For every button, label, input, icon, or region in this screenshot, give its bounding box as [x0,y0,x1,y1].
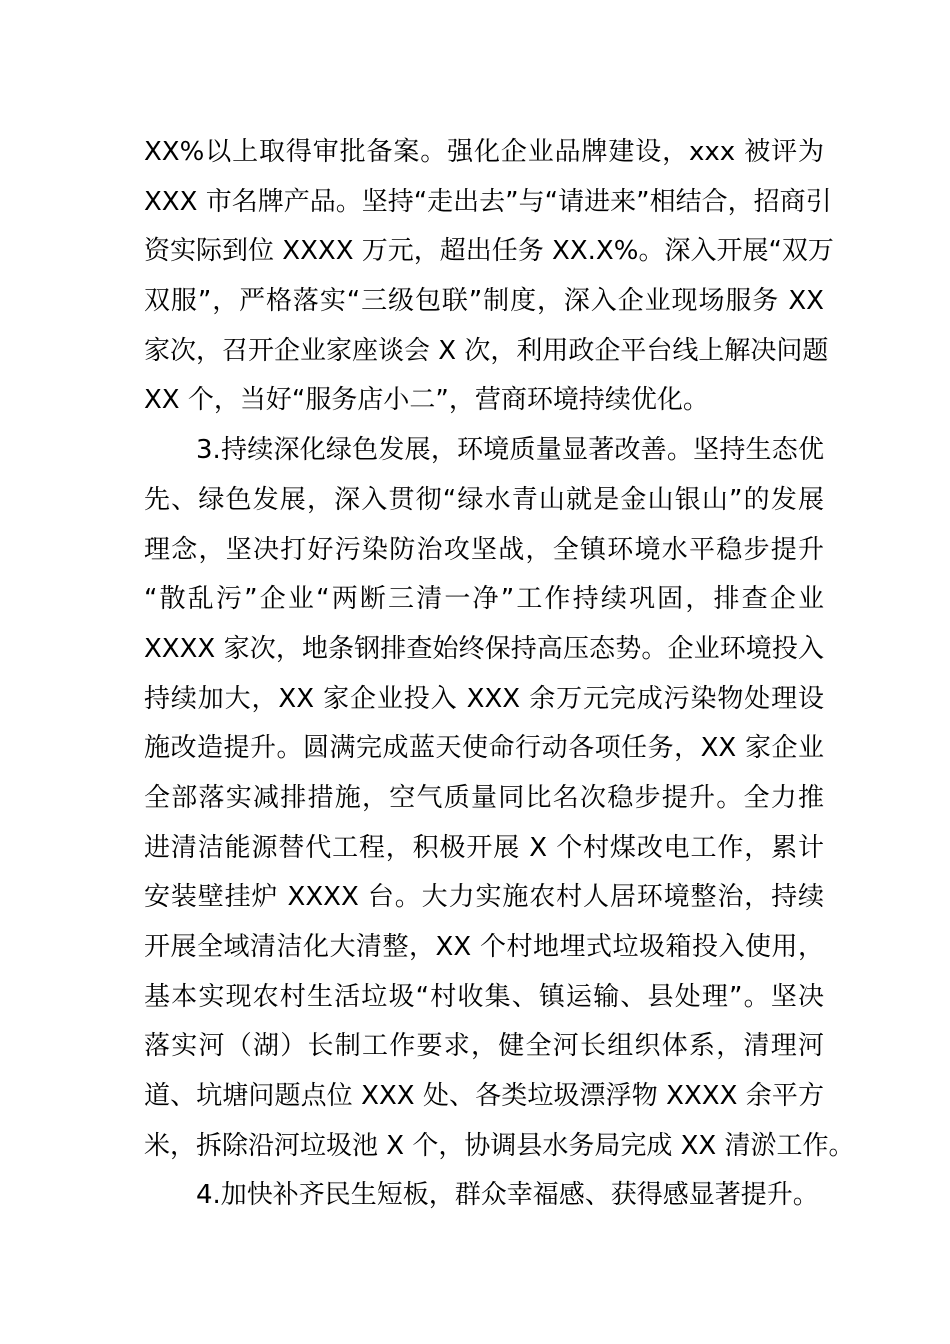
text-line: 双服”，严格落实“三级包联”制度，深入企业现场服务 XX [144,286,824,317]
section-heading-3: 3.持续深化绿色发展，环境质量显著改善。坚持生态优 [196,435,824,466]
text-line: 进清洁能源替代工程，积极开展 X 个村煤改电工作，累计 [144,832,824,863]
text-line: XX%以上取得审批备案。强化企业品牌建设，xxx 被评为 [144,137,824,167]
text-line: 安装壁挂炉 XXXX 台。大力实施农村人居环境整治，持续 [144,882,824,913]
text-line: XX 个，当好“服务店小二”，营商环境持续优化。 [144,385,709,416]
section-heading-4: 4.加快补齐民生短板，群众幸福感、获得感显著提升。 [196,1180,819,1211]
text-line: 资实际到位 XXXX 万元，超出任务 XX.X%。深入开展“双万 [144,236,834,267]
text-line: 基本实现农村生活垃圾“村收集、镇运输、县处理”。坚决 [144,981,824,1012]
text-line: 道、坑塘问题点位 XXX 处、各类垃圾漂浮物 XXXX 余平方 [144,1081,824,1112]
text-line: 落实河（湖）长制工作要求，健全河长组织体系，清理河 [144,1031,824,1062]
text-line: 全部落实减排措施，空气质量同比名次稳步提升。全力推 [144,782,824,813]
body-text [144,128,855,1221]
text-line: “散乱污”企业“两断三清一净”工作持续巩固，排查企业 [144,584,824,615]
text-line: 开展全域清洁化大清整，XX 个村地埋式垃圾箱投入使用， [144,932,824,962]
text-line: 家次，召开企业家座谈会 X 次，利用政企平台线上解决问题 [144,335,829,366]
text-line: 理念，坚决打好污染防治攻坚战，全镇环境水平稳步提升 [144,534,824,565]
text-line: 先、绿色发展，深入贯彻“绿水青山就是金山银山”的发展 [144,484,824,515]
text-line: XXX 市名牌产品。坚持“走出去”与“请进来”相结合，招商引 [144,186,832,217]
text-line: 持续加大，XX 家企业投入 XXX 余万元完成污染物处理设 [144,683,824,714]
text-line: 米，拆除沿河垃圾池 X 个，协调县水务局完成 XX 清淤工作。 [144,1130,855,1161]
text-line: XXXX 家次，地条钢排查始终保持高压态势。企业环境投入 [144,633,824,664]
text-line: 施改造提升。圆满完成蓝天使命行动各项任务，XX 家企业 [144,733,824,764]
